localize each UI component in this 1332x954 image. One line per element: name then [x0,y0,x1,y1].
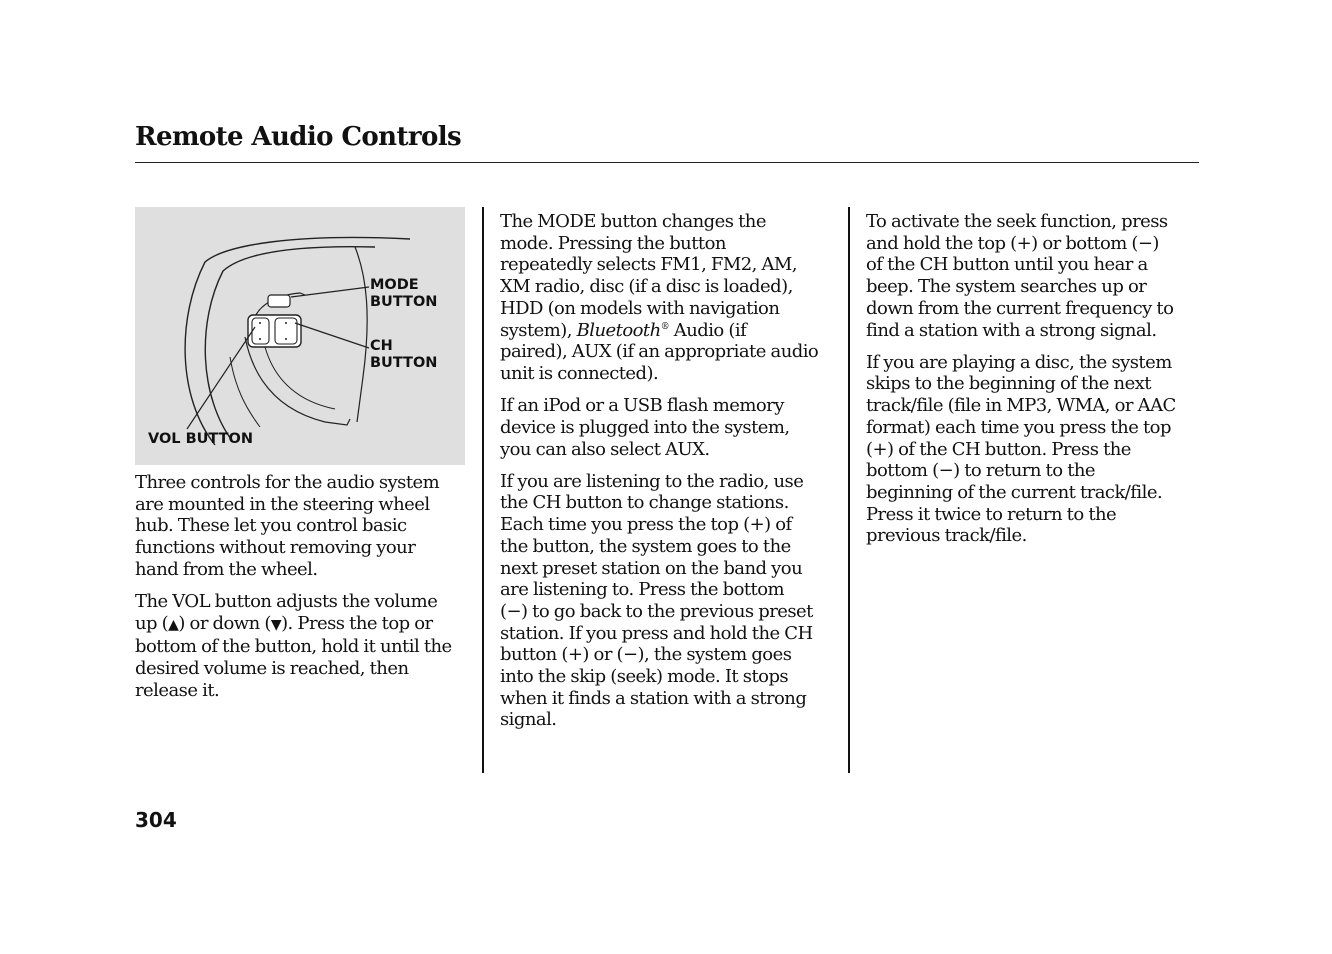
paragraph-vol: The VOL button adjusts the volume up (▲) or down (▼). Press the top or bottom of the button, hold it until the desired volume is reached, then release it. [135,591,452,701]
down-arrow-icon: ▼ [270,616,282,633]
paragraph-disc: If you are playing a disc, the system skips to the beginning of the next track/file (file in MP3, WMA, or AAC format) each time you press the top (+) of the CH button. Press the bottom (−) to return to the beginning of the current track/file. Press it twice to return to the previous track/file. [866,351,1176,547]
paragraph-intro: Three controls for the audio system are mounted in the steering wheel hub. These let you control basic functions without removing your hand from the wheel. [135,472,440,580]
mode-leader-line [291,287,369,297]
steering-wheel-drawing [135,207,465,465]
paragraph-mode: The MODE button changes the mode. Pressing the button repeatedly selects FM1, FM2, AM, XM radio, disc (if a disc is loaded), HDD (on models with navigation system), Bluetooth® Audio (if paired), AUX (if an appropriate audio unit is connected). [500,211,819,384]
mode-button-label: MODE BUTTON [370,277,438,310]
column-1 [135,472,470,712]
paragraph-seek: To activate the seek function, press and hold the top (+) or bottom (−) of the CH button until you hear a beep. The system searches up or down from the current frequency to find a station with a strong signal. [866,211,1174,341]
page-number: 304 [135,808,177,832]
paragraph-ch: If you are listening to the radio, use the CH button to change stations. Each time you press the top (+) of the button, the system goes to the next preset station on the band you are listening to. Press the bottom (−) to go back to the previous preset station. If you press and hold the CH button (+) or (−), the system goes into the skip (seek) mode. It stops when it finds a station with a strong signal. [500,470,813,731]
vol-button-label: VOL BUTTON [148,431,253,447]
mode-button-shape [268,295,290,307]
ch-leader-line [295,323,369,348]
column-3 [866,211,1206,558]
column-divider-1 [482,207,484,773]
column-divider-2 [848,207,850,773]
ch-button-shape [275,318,297,344]
title-divider [135,162,1199,163]
vol-leader-line [187,327,255,429]
ch-button-label: CH BUTTON [370,338,438,371]
vol-button-shape [252,318,269,344]
paragraph-ipod: If an iPod or a USB flash memory device is plugged into the system, you can also select AUX. [500,395,790,460]
column-2 [500,211,840,742]
up-arrow-icon: ▲ [168,616,179,633]
page-title: Remote Audio Controls [135,122,462,152]
steering-wheel-illustration [135,207,465,465]
